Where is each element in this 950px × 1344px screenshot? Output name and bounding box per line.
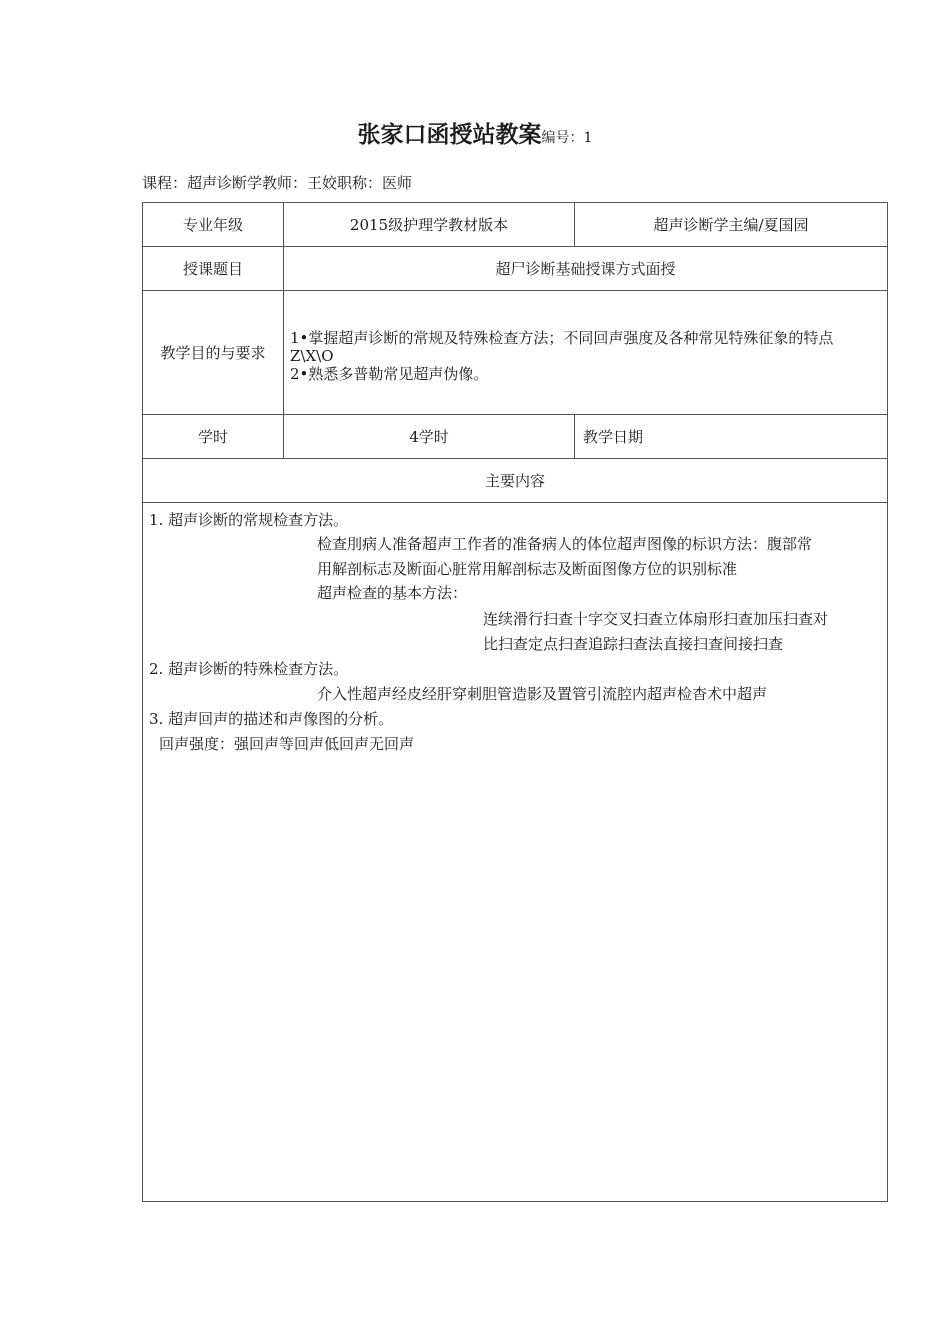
- section-3-para-1: 回声强度：强回声等回声低回声无回声: [159, 735, 415, 753]
- main-content-body: [143, 503, 888, 1202]
- section-1-para-3b: 比扫查定点扫查追踪扫查法直接扫查间接扫查: [483, 635, 784, 653]
- main-content-heading: 主要内容: [143, 459, 888, 503]
- objective-symbols: Z\X\O: [290, 346, 334, 365]
- section-3-title: 3. 超声回声的描述和声像图的分析。: [149, 710, 394, 728]
- textbook-editor-cell: 超声诊断学主编/夏国园: [575, 203, 888, 247]
- course-info-line: 课程：超声诊断学教师：王姣职称：医师: [142, 174, 413, 192]
- table-row: [143, 203, 888, 247]
- hours-value: 4学时: [284, 415, 575, 459]
- table-row: [143, 503, 888, 1202]
- serial-number: 编号：1: [541, 130, 593, 146]
- section-1-para-2: 超声检查的基本方法：: [317, 584, 468, 602]
- grade-textbook-cell: 2015级护理学教材版本: [284, 203, 575, 247]
- table-row: [143, 415, 888, 459]
- section-1-para-1a: 检查刖病人准备超声工作者的准备病人的体位超声图像的标识方法：腹部常: [317, 535, 813, 553]
- lesson-topic-value: 超尸诊断基础授课方式面授: [284, 247, 888, 291]
- table-row: [143, 459, 888, 503]
- objectives-label: 教学目的与要求: [143, 291, 284, 415]
- major-grade-label: 专业年级: [143, 203, 284, 247]
- document-title: [0, 116, 950, 149]
- section-1-title: 1. 超声诊断的常规检查方法。: [149, 511, 349, 529]
- section-1-para-1b: 用解剖标志及断面心脏常用解剖标志及断面图像方位的识别标准: [317, 560, 738, 578]
- objective-2: 2•熟悉多普勒常见超声伪像。: [290, 364, 489, 383]
- hours-label: 学时: [143, 415, 284, 459]
- objectives-cell: [284, 291, 888, 415]
- objective-1: 1•掌握超声诊断的常规及特殊检查方法；不同回声强度及各种常见特殊征象的特点: [290, 328, 834, 347]
- section-2-para-1: 介入性超声经皮经肝穿刺胆管造影及置管引流腔内超声检杳术中超声: [317, 685, 768, 703]
- table-row: [143, 247, 888, 291]
- lesson-plan-table: [142, 202, 888, 1202]
- table-row: [143, 291, 888, 415]
- teaching-date-label: 教学日期: [575, 415, 888, 459]
- lesson-topic-label: 授课题目: [143, 247, 284, 291]
- title-main: 张家口函授站教案: [357, 122, 542, 148]
- section-1-para-3a: 连续滑行扫查十字交叉扫查立体扇形扫查加压扫查对: [483, 610, 829, 628]
- section-2-title: 2. 超声诊断的特殊检查方法。: [149, 660, 349, 678]
